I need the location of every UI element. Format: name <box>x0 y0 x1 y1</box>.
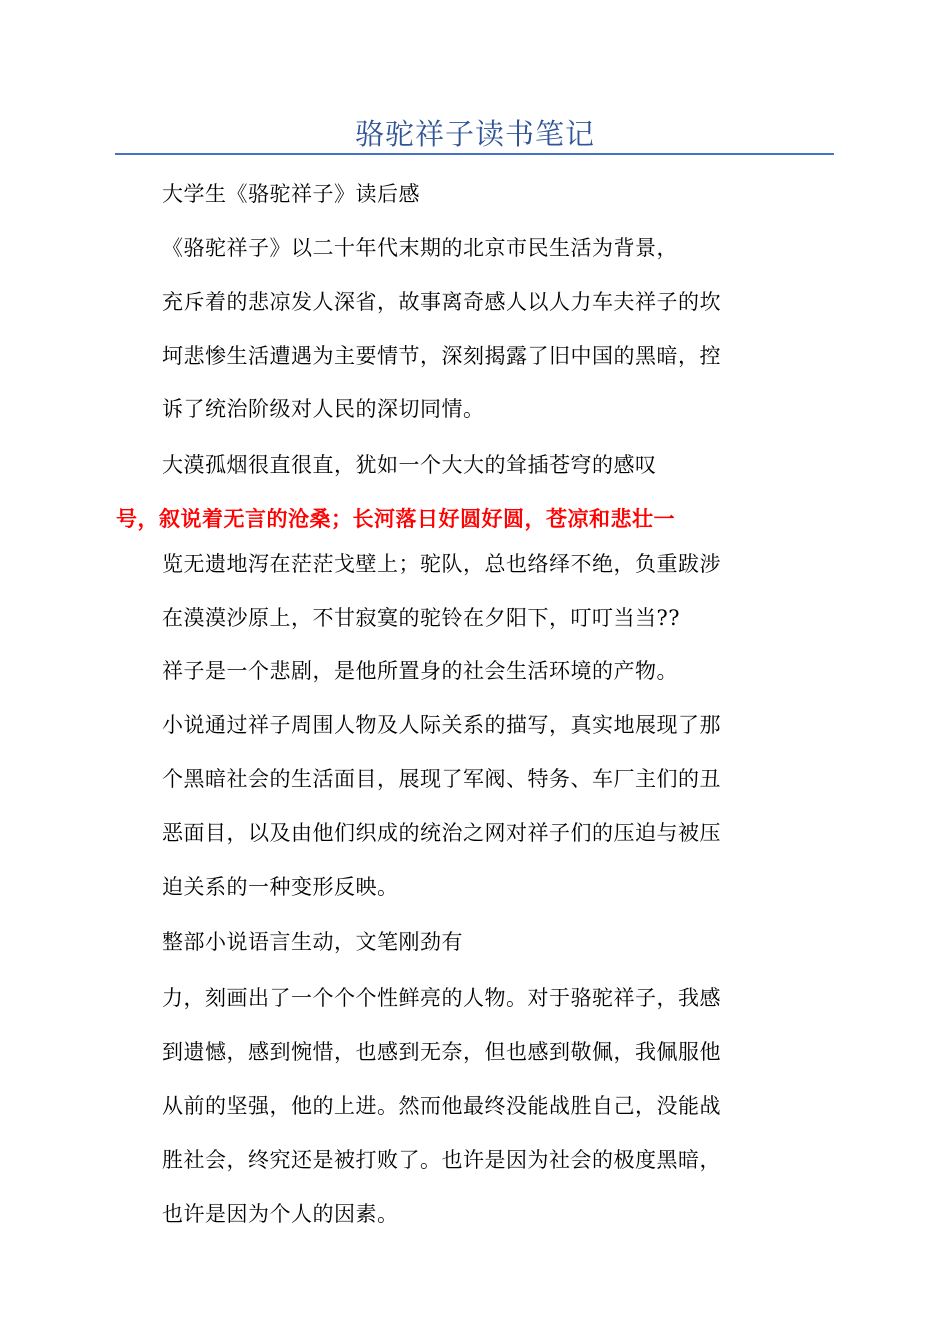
text-line: 整部小说语言生动，文笔刚劲有 <box>162 930 463 954</box>
document-title: 骆驼祥子读书笔记 <box>354 117 595 151</box>
text-line: 祥子是一个悲剧，是他所置身的社会生活环境的产物。 <box>162 659 678 683</box>
text-line: 个黑暗社会的生活面目，展现了军阀、特务、车厂主们的丑 <box>162 767 721 791</box>
text-line: 力，刻画出了一个个个性鲜亮的人物。对于骆驼祥子，我感 <box>162 986 721 1010</box>
text-line: 大学生《骆驼祥子》读后感 <box>162 182 420 206</box>
text-line: 坷悲惨生活遭遇为主要情节，深刻揭露了旧中国的黑暗，控 <box>162 344 721 368</box>
text-line: 小说通过祥子周围人物及人际关系的描写，真实地展现了那 <box>162 713 721 737</box>
text-line: 恶面目，以及由他们织成的统治之网对祥子们的压迫与被压 <box>162 821 721 845</box>
text-line: 大漠孤烟很直很直，犹如一个大大的耸插苍穹的感叹 <box>162 453 657 477</box>
text-line: 览无遗地泻在茫茫戈壁上；驼队，总也络绎不绝，负重跋涉 <box>162 552 721 576</box>
text-line: 迫关系的一种变形反映。 <box>162 875 399 899</box>
text-line: 也许是因为个人的因素。 <box>162 1202 399 1226</box>
text-line: 《骆驼祥子》以二十年代末期的北京市民生活为背景， <box>162 236 678 260</box>
text-line: 胜社会，终究还是被打败了。也许是因为社会的极度黑暗， <box>162 1148 721 1172</box>
text-line: 到遗憾，感到惋惜，也感到无奈，但也感到敬佩，我佩服他 <box>162 1040 721 1064</box>
highlighted-text-line: 号，叙说着无言的沧桑；长河落日好圆好圆，苍凉和悲壮一 <box>116 507 675 531</box>
text-line: 诉了统治阶级对人民的深切同情。 <box>162 397 485 421</box>
title-underline <box>115 153 834 155</box>
text-line: 充斥着的悲凉发人深省，故事离奇感人以人力车夫祥子的坎 <box>162 290 721 314</box>
text-line: 在漠漠沙原上，不甘寂寞的驼铃在夕阳下，叮叮当当?? <box>162 606 681 630</box>
text-line: 从前的坚强，他的上进。然而他最终没能战胜自己，没能战 <box>162 1094 721 1118</box>
